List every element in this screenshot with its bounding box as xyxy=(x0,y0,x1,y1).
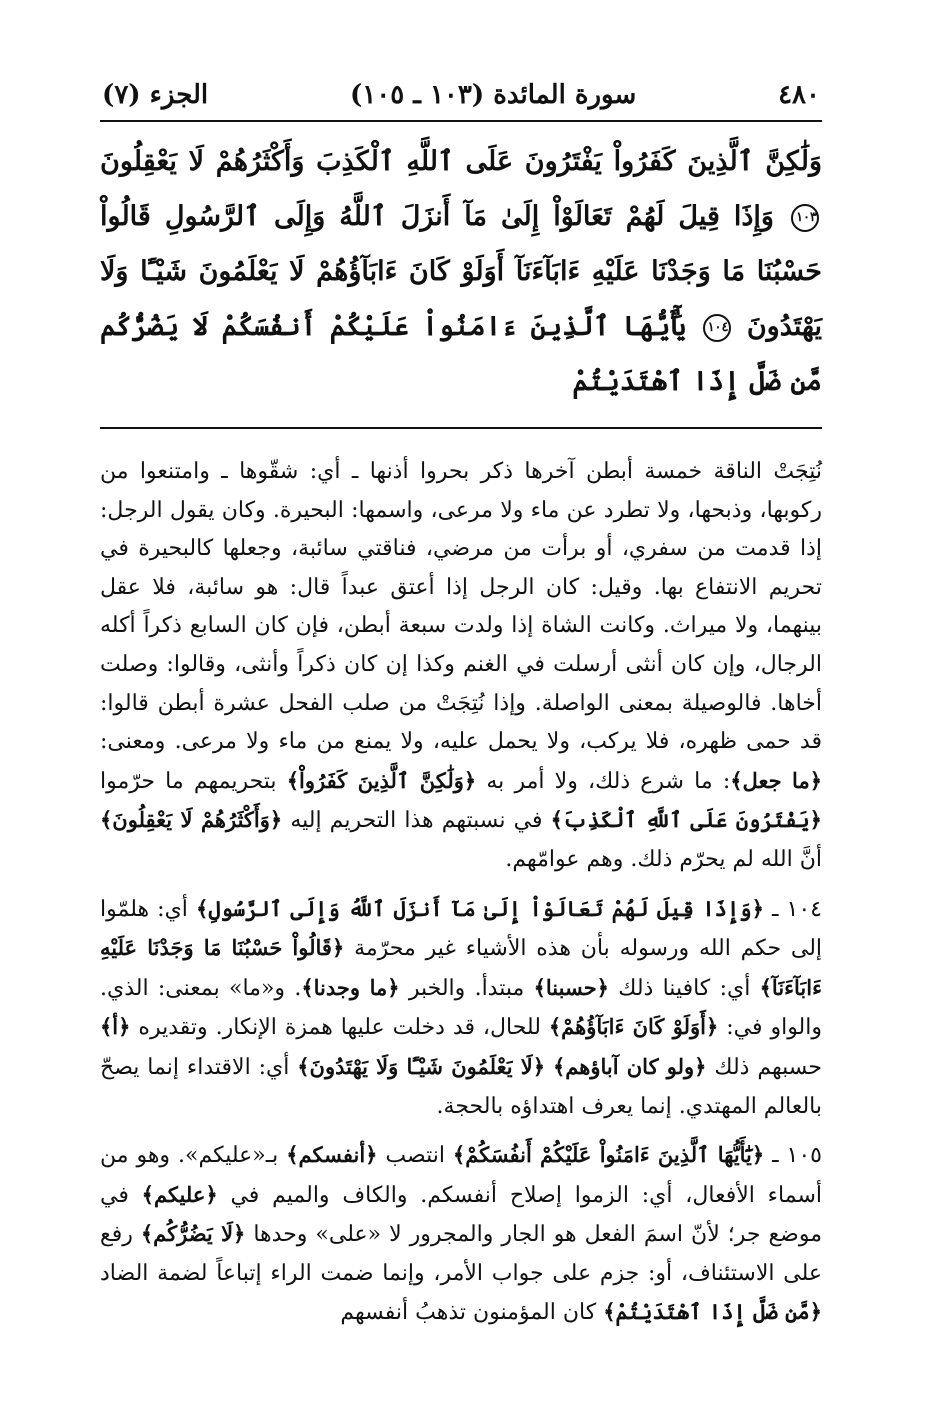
ayah-number-103: ١٠٣ xyxy=(791,204,819,232)
commentary-paragraph-2 xyxy=(100,890,822,1127)
quran-quote: ﴿وَلَٰكِنَّ ٱلَّذِينَ كَفَرُواْ﴾ xyxy=(286,767,477,793)
quran-quote: ﴿أَوَلَوْ كَانَ ءَابَآؤُهُمْ﴾ xyxy=(548,1014,719,1040)
commentary-text: أي: هلمّوا إلى حكم الله ورسوله بأن هذه الأشياء غير محرّمة xyxy=(100,896,823,962)
commentary-text xyxy=(545,1055,553,1080)
commentary-text: بتحريمهم ما حرّموا xyxy=(100,768,287,794)
commentary-text: . و«ما» بمعنى: الذي. والواو في: xyxy=(100,975,822,1041)
quran-quote: ﴿قَالُواْ حَسْبُنَا مَا وَجَدْنَا عَلَيْهِ ءَابَآءَنَآ﴾ xyxy=(100,935,822,1000)
juz-label: الجزء (٧) xyxy=(102,80,209,110)
quran-quote: ﴿وَإِذَا قِيلَ لَهُمْ تَعَالَوْاْ إِلَىٰ مَآ أَنزَلَ ٱللَّهُ وَإِلَى ٱلرَّسُولِ﴾ xyxy=(196,895,764,921)
commentary-paragraph-3 xyxy=(100,1136,822,1333)
quran-quote: ﴿مَّن ضَلَّ إِذَا ٱهْتَدَيْتُمْ﴾ xyxy=(603,1299,822,1325)
page-number: ٤٨٠ xyxy=(778,80,820,110)
quran-quote: ﴿أنفسكم﴾ xyxy=(286,1142,378,1168)
quran-quote: ﴿يَفْتَرُونَ عَلَى ٱللَّهِ ٱلْكَذِبَ﴾ xyxy=(550,807,822,833)
commentary-text: أي: كافينا ذلك xyxy=(608,975,760,1001)
quran-quote: ﴿ما جعل﴾ xyxy=(730,767,822,793)
commentary-text: نُتِجَتْ الناقة خمسة أبطن آخرها ذكر بحروا أذنها ـ أي: شقّوها ـ وامتنعوا من ركوبها، وذبحها، ولا تطرد عن ماء ولا مرعى، واسمها: البحيرة. وكان يقول الرجل: إذا قدمت من سفري، أو برأت من مرضي، فناقتي سائبة، وجعلها كالبحيرة في تحريم الانتفاع بها. وقيل: كان الرجل إذا أعتق عبداً قال: هو سائبة، فلا عقل بينهما، ولا ميراث. وكانت الشاة إذا ولدت سبعة أبطن، فإن كان السابع ذكراً أكله الرجال، وإن كان أنثى أرسلت في الغنم وكذا إن كان ذكراً وأنثى، وقالوا: وصلت أخاها. فالوصيلة بمعنى الواصلة. وإذا نُتِجَتْ من صلب الفحل عشرة أبطن قالوا: قد حمى ظهره، فلا يركب، ولا يحمل عليه، ولا يمنع من ماء ولا مرعى. ومعنى: xyxy=(100,459,822,755)
verse-103-end: وَلَٰكِنَّ ٱلَّذِينَ كَفَرُواْ يَفْتَرُونَ عَلَى ٱللَّهِ ٱلْكَذِبَ وَأَكْثَرُهُمْ لَا يَعْقِلُونَ xyxy=(100,146,822,177)
commentary-text: مبتدأ. والخبر xyxy=(399,975,534,1001)
quran-quote: ﴿عليكم﴾ xyxy=(141,1181,218,1207)
quran-quote: ﴿حسبنا﴾ xyxy=(533,974,609,1000)
commentary-paragraph-1 xyxy=(100,453,822,880)
commentary-text: : ما شرع ذلك، ولا أمر به xyxy=(476,768,731,794)
quran-quote: ﴿ولو كان آباؤهم﴾ xyxy=(552,1053,707,1079)
quran-verses xyxy=(100,122,822,425)
commentary-text: أي: الاقتداء إنما يصحّ بالعالم المهتدي. إنما يعرف اهتداؤه بالحجة. xyxy=(100,1054,822,1119)
commentary-text: ١٠٤ ـ xyxy=(763,896,822,922)
quran-quote: ﴿لَا يَعْلَمُونَ شَيْـًٔا وَلَا يَهْتَدُونَ﴾ xyxy=(297,1053,546,1079)
commentary-text: بـ«عليكم». وهو من أسماء الأفعال، أي: الزموا إصلاح أنفسكم. والكاف والميم في xyxy=(100,1143,822,1208)
quran-quote: ﴿أ﴾ xyxy=(100,1014,131,1040)
commentary-text: كان المؤمنون تذهبُ أنفسهم xyxy=(340,1300,604,1326)
commentary-text: للحال، قد دخلت عليها همزة الإنكار. وتقديره xyxy=(130,1015,549,1041)
surah-title: سورة المائدة (١٠٣ ـ ١٠٥) xyxy=(349,80,637,110)
commentary-text: ١٠٥ ـ xyxy=(764,1143,822,1169)
commentary-text: حسبهم ذلك xyxy=(706,1054,822,1080)
ayah-number-104: ١٠٤ xyxy=(703,314,731,342)
tafsir-commentary xyxy=(100,429,822,1333)
quran-quote: ﴿ما وجدنا﴾ xyxy=(301,974,400,1000)
commentary-text: في نسبتهم هذا التحريم إليه xyxy=(282,808,551,834)
quran-quote: ﴿لَا يَضُرُّكُم﴾ xyxy=(140,1221,246,1247)
quran-quote: ﴿وَأَكْثَرُهُمْ لَا يَعْقِلُونَ﴾ xyxy=(100,807,283,833)
commentary-text: أنَّ الله لم يحرّم ذلك. وهم عوامّهم. xyxy=(505,846,822,872)
book-page xyxy=(100,70,822,1333)
quran-quote: ﴿يَٰٓأَيُّهَا ٱلَّذِينَ ءَامَنُواْ عَلَيْكُمْ أَنفُسَكُمْ﴾ xyxy=(452,1142,765,1168)
commentary-text: رفع على الاستئناف، أو: جزم على جواب الأمر، وإنما ضمت الراء إتباعاً لضمة الضاد xyxy=(100,1222,822,1286)
page-header xyxy=(100,70,822,122)
verse-105-part: يَٰٓأَيُّهَا ٱلَّذِينَ ءَامَنُواْ عَلَيْكُمْ أَنفُسَكُمْ لَا يَضُرُّكُم مَّن ضَلَّ إِذَا ٱهْتَدَيْتُمْ xyxy=(100,311,822,397)
commentary-text: انتصب xyxy=(377,1143,453,1169)
verse-104: وَإِذَا قِيلَ لَهُمْ تَعَالَوْاْ إِلَىٰ مَآ أَنزَلَ ٱللَّهُ وَإِلَى ٱلرَّسُولِ قَالُواْ حَسْبُنَا مَا وَجَدْنَا عَلَيْهِ ءَابَآءَنَآ أَوَلَوْ كَانَ ءَابَآؤُهُمْ لَا يَعْلَمُونَ شَيْـًٔا وَلَا يَهْتَدُونَ xyxy=(100,201,822,342)
commentary-text: في موضع جر؛ لأنّ اسمَ الفعل هو الجار والمجرور لا «على» وحدها xyxy=(100,1182,822,1248)
